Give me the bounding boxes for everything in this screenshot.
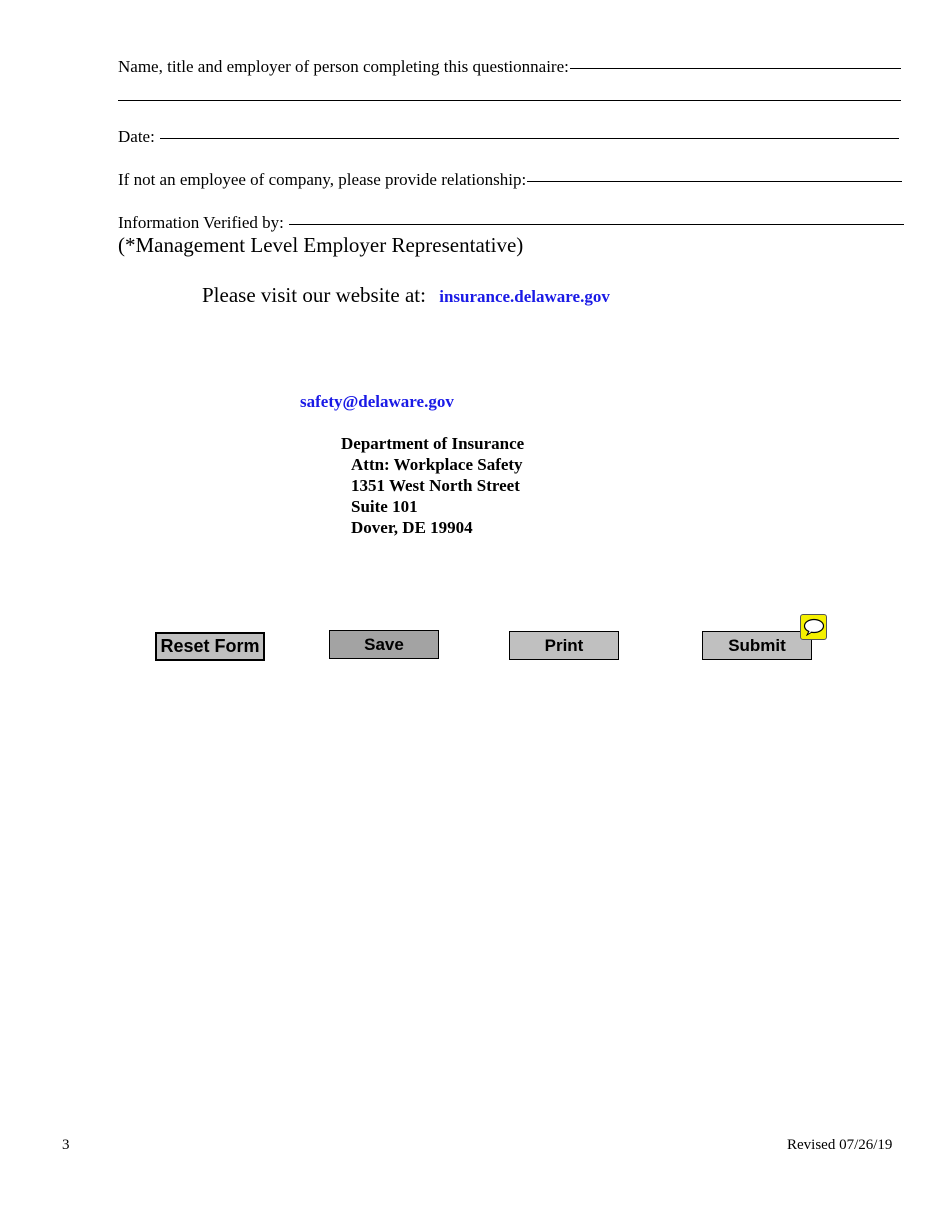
address-line: Dover, DE 19904 (351, 518, 473, 537)
management-level-note: (*Management Level Employer Representative) (118, 233, 524, 257)
name-title-employer-blank[interactable] (570, 67, 901, 69)
name-title-employer-field[interactable] (118, 57, 901, 77)
date-blank[interactable] (160, 137, 899, 139)
website-line (202, 283, 610, 308)
verified-by-label: Information Verified by: (118, 213, 284, 232)
comment-note-icon[interactable] (800, 614, 827, 640)
save-button[interactable]: Save (329, 630, 439, 659)
revision-date: Revised 07/26/19 (787, 1137, 893, 1153)
relationship-blank[interactable] (527, 180, 902, 182)
website-link[interactable]: insurance.delaware.gov (439, 287, 610, 306)
print-button[interactable]: Print (509, 631, 619, 660)
speech-bubble-icon (803, 618, 825, 636)
submit-button[interactable]: Submit (702, 631, 812, 660)
address-line: Attn: Workplace Safety (351, 455, 523, 474)
email-link[interactable]: safety@delaware.gov (300, 392, 454, 411)
date-label: Date: (118, 127, 155, 146)
name-title-employer-label: Name, title and employer of person completing this questionnaire: (118, 57, 569, 76)
website-prompt: Please visit our website at: (202, 283, 426, 307)
relationship-label: If not an employee of company, please provide relationship: (118, 170, 527, 189)
name-title-employer-blank-continued[interactable] (118, 100, 901, 101)
date-field[interactable] (118, 127, 899, 147)
verified-by-blank[interactable] (289, 223, 904, 225)
reset-form-button[interactable]: Reset Form (155, 632, 265, 661)
verified-by-field[interactable] (118, 213, 904, 233)
address-line: Suite 101 (351, 497, 418, 516)
relationship-field[interactable] (118, 170, 902, 190)
address-line: 1351 West North Street (351, 476, 520, 495)
address-line: Department of Insurance (341, 434, 525, 453)
page-number: 3 (62, 1137, 70, 1153)
